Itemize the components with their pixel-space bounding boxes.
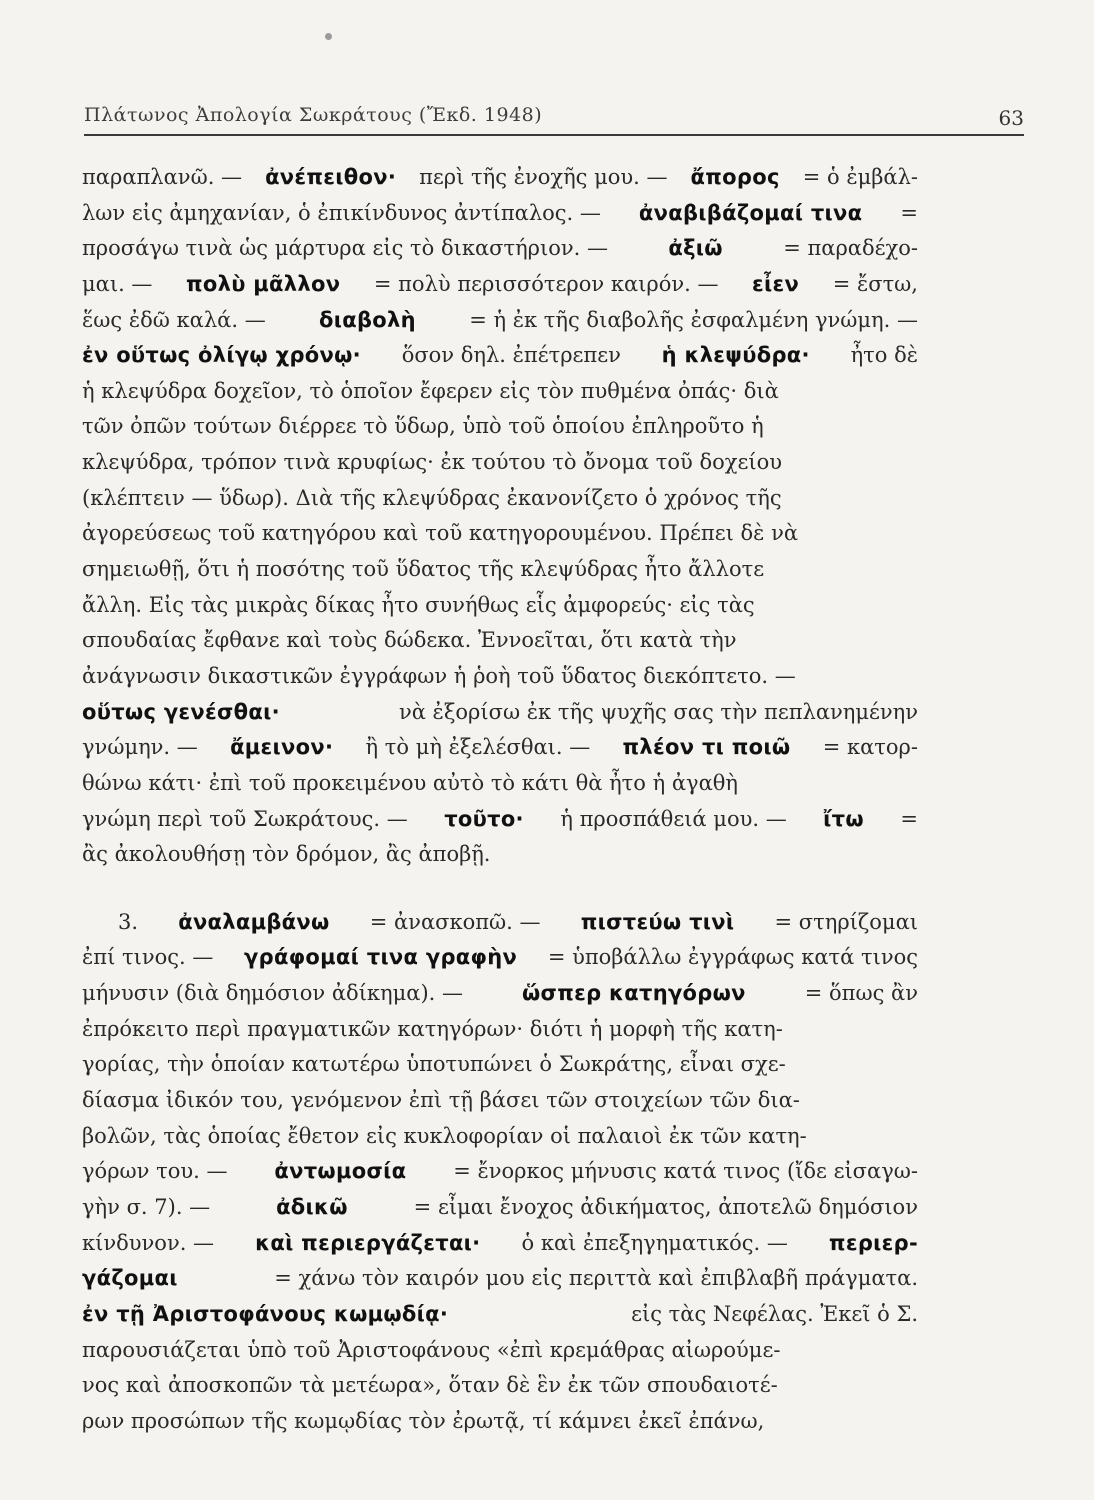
ink-spot xyxy=(325,33,332,40)
gloss-text: μήνυσιν (διὰ δημόσιον ἀδίκημα). — xyxy=(82,981,464,1006)
text-line xyxy=(82,905,918,941)
text-line xyxy=(82,1083,918,1119)
text-line xyxy=(82,1333,918,1369)
text-line xyxy=(82,338,918,374)
gloss-text: = κατορ- xyxy=(822,735,918,760)
gloss-text: = ἡ ἐκ τῆς διαβολῆς ἐσφαλμένη γνώμη. — xyxy=(469,307,918,332)
gloss-text: ὁ καὶ ἐπεξηγηματικός. — xyxy=(521,1230,788,1255)
gloss-text: ἀγορεύσεως τοῦ κατηγόρου καὶ τοῦ κατηγορουμένου. Πρέπει δὲ νὰ xyxy=(82,521,799,546)
gloss-text: ἀνάγνωσιν δικαστικῶν ἐγγράφων ἡ ῥοὴ τοῦ ὕδατος διεκόπτετο. — xyxy=(82,663,796,688)
text-line xyxy=(82,802,918,838)
text-line xyxy=(82,837,918,873)
page-header xyxy=(84,104,1024,136)
gloss-text: (κλέπτειν — ὕδωρ). Διὰ τῆς κλεψύδρας ἐκανονίζετο ὁ χρόνος τῆς xyxy=(82,485,782,510)
gloss-text: = ἀνασκοπῶ. — xyxy=(369,909,541,934)
lemma-term: πλέον τι ποιῶ xyxy=(622,735,791,760)
gloss-text: ἕως ἐδῶ καλά. — xyxy=(82,307,266,332)
text-line xyxy=(82,552,918,588)
text-line xyxy=(82,374,918,410)
gloss-text: παραπλανῶ. — xyxy=(82,165,243,189)
gloss-text: ὅσον δηλ. ἐπέτρεπεν xyxy=(401,343,621,368)
lemma-term: ἐν τῇ Ἀριστοφάνους κωμῳδίᾳ· xyxy=(82,1301,449,1326)
text-line xyxy=(82,1119,918,1155)
gloss-text: ἢ τὸ μὴ ἐξελέσθαι. — xyxy=(365,735,591,760)
text-line xyxy=(82,160,918,196)
gloss-text: = εἶμαι ἔνοχος ἀδικήματος, ἀποτελῶ δημόσιον xyxy=(413,1194,918,1219)
text-line xyxy=(82,1047,918,1083)
gloss-text: ἦτο δὲ xyxy=(850,343,918,368)
text-line xyxy=(82,940,918,976)
text-line xyxy=(82,516,918,552)
text-line xyxy=(82,481,918,517)
running-title: Πλάτωνος Ἀπολογία Σωκράτους (Ἔκδ. 1948) xyxy=(84,104,543,126)
gloss-text: = ἔνορκος μήνυσις κατά τινος (ἴδε εἰσαγω- xyxy=(453,1159,918,1184)
gloss-text: δίασμα ἰδικόν του, γενόμενον ἐπὶ τῇ βάσει τῶν στοιχείων τῶν δια- xyxy=(82,1088,800,1113)
text-line xyxy=(82,196,918,232)
gloss-text: ἂς ἀκολουθήσῃ τὸν δρόμον, ἂς ἀποβῇ. xyxy=(82,842,491,867)
text-line xyxy=(82,1368,918,1404)
commentary-text xyxy=(82,160,918,1439)
gloss-text: ἄλλη. Εἰς τὰς μικρὰς δίκας ἦτο συνήθως εἷς ἀμφορεύς· εἰς τὰς xyxy=(82,592,755,617)
gloss-text: γὴν σ. 7). — xyxy=(82,1194,211,1219)
text-line xyxy=(82,231,918,267)
gloss-text: κλεψύδρα, τρόπον τινὰ κρυφίως· ἐκ τούτου τὸ ὄνομα τοῦ δοχείου xyxy=(82,450,782,475)
gloss-text: γνώμη περὶ τοῦ Σωκράτους. — xyxy=(82,806,408,831)
gloss-text: 3. xyxy=(118,909,139,934)
gloss-text: μαι. — xyxy=(82,271,153,296)
gloss-text: = πολὺ περισσότερον καιρόν. — xyxy=(373,271,719,296)
lemma-term: γάζομαι xyxy=(82,1266,178,1291)
lemma-term: ἀναλαμβάνω xyxy=(178,909,330,934)
text-line xyxy=(82,623,918,659)
lemma-term: ἴτω xyxy=(823,806,864,831)
text-line xyxy=(82,409,918,445)
lemma-term: πιστεύω τινὶ xyxy=(580,909,735,934)
gloss-text: βολῶν, τὰς ὁποίας ἔθετον εἰς κυκλοφορίαν οἱ παλαιοὶ ἐκ τῶν κατη- xyxy=(82,1123,807,1148)
text-line xyxy=(82,1154,918,1190)
gloss-text: = ἔστω, xyxy=(832,271,918,296)
gloss-text: περὶ τῆς ἐνοχῆς μου. — xyxy=(419,165,668,189)
page-number: 63 xyxy=(998,106,1024,130)
text-line xyxy=(82,695,918,731)
text-line xyxy=(82,267,918,303)
lemma-term: διαβολὴ xyxy=(319,307,416,332)
paragraph-gap xyxy=(82,873,918,905)
gloss-text: γνώμην. — xyxy=(82,735,198,760)
text-line xyxy=(82,730,918,766)
text-line xyxy=(82,588,918,624)
gloss-text: = ὑποβάλλω ἐγγράφως κατά τινος xyxy=(547,945,918,970)
lemma-term: γράφομαί τινα γραφὴν xyxy=(244,945,518,970)
text-line xyxy=(82,659,918,695)
gloss-text: ἐπρόκειτο περὶ πραγματικῶν κατηγόρων· διότι ἡ μορφὴ τῆς κατη- xyxy=(82,1016,783,1041)
lemma-term: ἀντωμοσία xyxy=(274,1159,407,1184)
gloss-text: = στηρίζομαι xyxy=(774,909,918,934)
lemma-term: πολὺ μᾶλλον xyxy=(185,271,341,296)
lemma-term: ἀξιῶ xyxy=(668,236,723,261)
gloss-text: γόρων του. — xyxy=(82,1159,228,1184)
lemma-term: ἐν οὕτως ὀλίγῳ χρόνῳ· xyxy=(82,343,361,368)
lemma-term: ἀδικῶ xyxy=(276,1194,348,1219)
gloss-text: = χάνω τὸν καιρόν μου εἰς περιττὰ καὶ ἐπιβλαβῆ πράγματα. xyxy=(274,1266,918,1291)
lemma-term: οὕτως γενέσθαι· xyxy=(82,699,280,724)
lemma-term: καὶ περιεργάζεται· xyxy=(255,1230,481,1255)
text-line xyxy=(82,303,918,339)
gloss-text: = παραδέχο- xyxy=(783,236,918,261)
lemma-term: ἡ κλεψύδρα· xyxy=(661,343,810,368)
gloss-text: εἰς τὰς Νεφέλας. Ἐκεῖ ὁ Σ. xyxy=(631,1301,918,1326)
lemma-term: ἀναβιβάζομαί τινα xyxy=(638,200,863,225)
lemma-term: τοῦτο· xyxy=(444,806,524,831)
gloss-text: = ὁ ἐμβάλ- xyxy=(802,165,918,189)
gloss-text: ρων προσώπων τῆς κωμῳδίας τὸν ἐρωτᾷ, τί κάμνει ἐκεῖ ἐπάνω, xyxy=(82,1408,765,1433)
text-line xyxy=(82,1297,918,1333)
text-line xyxy=(82,766,918,802)
text-line xyxy=(82,976,918,1012)
gloss-text: = xyxy=(900,806,918,831)
lemma-term: ἄπορος xyxy=(690,165,780,189)
gloss-text: προσάγω τινὰ ὡς μάρτυρα εἰς τὸ δικαστήριον. — xyxy=(82,236,608,261)
gloss-text: παρουσιάζεται ὑπὸ τοῦ Ἀριστοφάνους «ἐπὶ κρεμάθρας αἰωρούμε- xyxy=(82,1337,781,1362)
text-line xyxy=(82,1404,918,1440)
gloss-text: = ὅπως ἂν xyxy=(804,981,918,1006)
gloss-text: σπουδαίας ἔφθανε καὶ τοὺς δώδεκα. Ἐννοεῖται, ὅτι κατὰ τὴν xyxy=(82,628,737,653)
lemma-term: περιερ- xyxy=(828,1230,918,1255)
gloss-text: γορίας, τὴν ὁποίαν κατωτέρω ὑποτυπώνει ὁ Σωκράτης, εἶναι σχε- xyxy=(82,1052,786,1077)
gloss-text: ἡ κλεψύδρα δοχεῖον, τὸ ὁποῖον ἔφερεν εἰς τὸν πυθμένα ὀπάς· διὰ xyxy=(82,378,779,403)
gloss-text: κίνδυνον. — xyxy=(82,1230,215,1255)
gloss-text: θώνω κάτι· ἐπὶ τοῦ προκειμένου αὐτὸ τὸ κάτι θὰ ἦτο ἡ ἀγαθὴ xyxy=(82,770,738,795)
gloss-text: τῶν ὀπῶν τούτων διέρρεε τὸ ὕδωρ, ὑπὸ τοῦ ὁποίου ἐπληροῦτο ἡ xyxy=(82,414,764,439)
text-line xyxy=(82,1190,918,1226)
gloss-text: ἐπί τινος. — xyxy=(82,945,214,970)
lemma-term: ἀνέπειθον· xyxy=(265,165,397,189)
gloss-text: = xyxy=(900,200,918,225)
gloss-text: λων εἰς ἀμηχανίαν, ὁ ἐπικίνδυνος ἀντίπαλος. — xyxy=(82,200,601,225)
text-line xyxy=(82,1012,918,1048)
gloss-text: ἡ προσπάθειά μου. — xyxy=(560,806,787,831)
gloss-text: νος καὶ ἀποσκοπῶν τὰ μετέωρα», ὅταν δὲ ἓν ἐκ τῶν σπουδαιοτέ- xyxy=(82,1373,778,1398)
gloss-text: νὰ ἐξορίσω ἐκ τῆς ψυχῆς σας τὴν πεπλανημένην xyxy=(398,699,918,724)
text-line xyxy=(82,1261,918,1297)
lemma-term: ὥσπερ κατηγόρων xyxy=(522,981,746,1006)
lemma-term: εἶεν xyxy=(752,271,800,296)
gloss-text: σημειωθῇ, ὅτι ἡ ποσότης τοῦ ὕδατος τῆς κλεψύδρας ἦτο ἄλλοτε xyxy=(82,557,765,582)
lemma-term: ἄμεινον· xyxy=(230,735,334,760)
text-line xyxy=(82,1226,918,1262)
text-line xyxy=(82,445,918,481)
